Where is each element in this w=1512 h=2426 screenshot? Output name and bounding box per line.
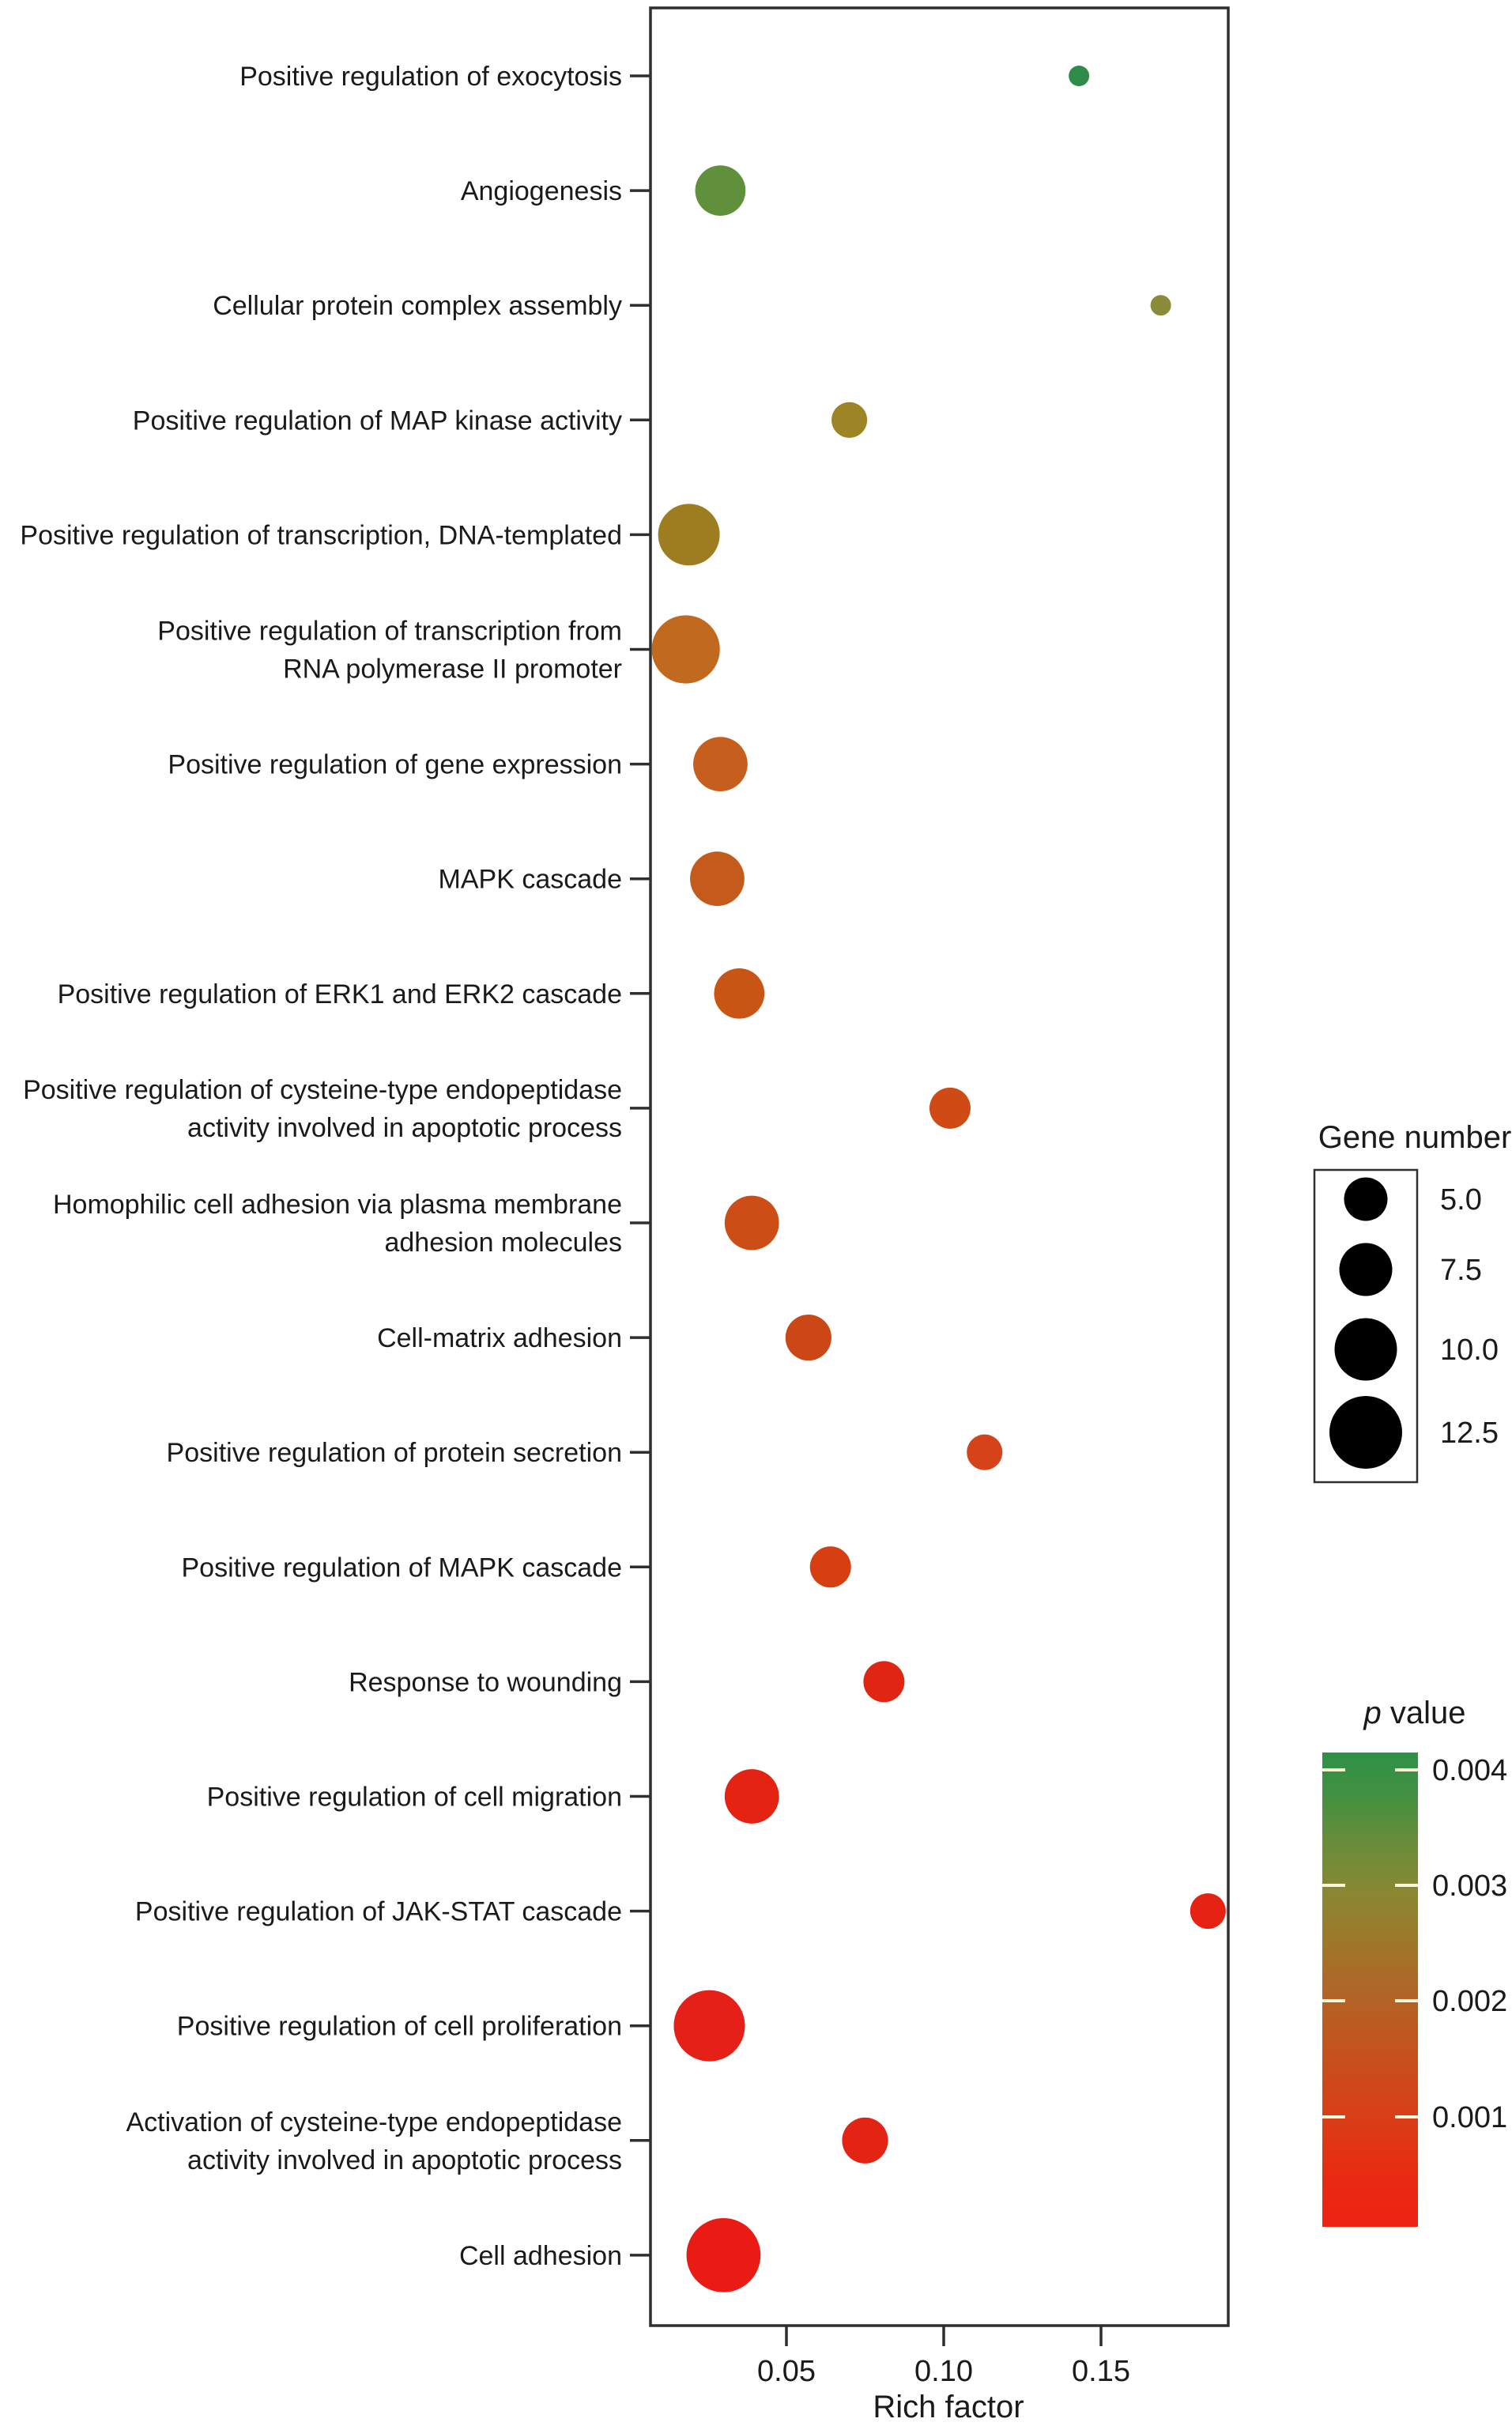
bubble [1190, 1893, 1226, 1929]
bubble [831, 402, 867, 438]
size-legend-dot [1344, 1178, 1388, 1221]
y-category-label: Positive regulation of cell migration [206, 1782, 622, 1813]
bubble [696, 165, 746, 216]
size-legend-title: Gene number [1318, 1120, 1512, 1155]
plot-frame [650, 8, 1228, 2326]
y-category-label: Positive regulation of protein secretion [166, 1438, 622, 1469]
y-category-label: Positive regulation of exocytosis [239, 62, 622, 92]
bubble [786, 1315, 831, 1360]
size-legend-dot [1340, 1243, 1393, 1296]
x-axis-title: Rich factor [873, 2390, 1024, 2424]
bubble [1151, 295, 1171, 315]
y-category-label: Angiogenesis [460, 176, 622, 207]
size-legend-label: 7.5 [1440, 1254, 1482, 1287]
bubble [725, 1196, 779, 1251]
y-category-label: Response to wounding [349, 1667, 622, 1698]
x-tick-label: 0.15 [1072, 2355, 1130, 2388]
y-category-label: Positive regulation of gene expression [168, 749, 622, 780]
x-tick-label: 0.10 [914, 2355, 973, 2388]
bubble [690, 851, 745, 906]
y-category-label: Positive regulation of ERK1 and ERK2 cascade [57, 979, 622, 1009]
size-legend-label: 5.0 [1440, 1183, 1482, 1217]
color-legend-bar [1322, 1753, 1418, 2227]
size-legend-label: 10.0 [1440, 1334, 1499, 1367]
color-legend-label: 0.003 [1432, 1869, 1508, 1903]
y-category-label: Homophilic cell adhesion via plasma membrane adhesion molecules [52, 1190, 622, 1258]
bubble [693, 737, 748, 791]
y-category-label: Cellular protein complex assembly [213, 291, 622, 322]
bubble [687, 2218, 761, 2292]
bubble [967, 1435, 1002, 1470]
y-category-label: Activation of cysteine-type endopeptidase activity involved in apoptotic process [126, 2107, 622, 2175]
size-legend-dot [1329, 1396, 1402, 1469]
bubble [929, 1088, 971, 1129]
bubble [863, 1661, 904, 1702]
size-legend-dot [1335, 1319, 1397, 1381]
color-legend-label: 0.002 [1432, 1985, 1508, 2018]
y-category-label: Positive regulation of JAK-STAT cascade [134, 1896, 622, 1927]
bubble [673, 1990, 745, 2062]
y-category-label: Positive regulation of MAPK cascade [181, 1553, 622, 1583]
y-category-label: MAPK cascade [438, 864, 622, 895]
bubble [658, 504, 720, 565]
y-category-label: Cell-matrix adhesion [377, 1323, 622, 1354]
y-category-label: Positive regulation of transcription from RNA polymerase II promoter [157, 616, 622, 685]
bubble [652, 615, 720, 683]
y-category-label: Positive regulation of cysteine-type endopeptidase activity involved in apoptotic process [23, 1074, 622, 1143]
bubble [810, 1546, 851, 1587]
color-legend-label: 0.001 [1432, 2101, 1508, 2134]
y-category-label: Positive regulation of transcription, DNA-templated [20, 520, 622, 551]
bubble [842, 2118, 888, 2164]
bubble [714, 968, 764, 1019]
bubble [725, 1769, 779, 1824]
y-category-label: Cell adhesion [458, 2240, 622, 2271]
color-legend-title: p value [1363, 1696, 1466, 1730]
x-tick-label: 0.05 [757, 2355, 816, 2388]
size-legend-label: 12.5 [1440, 1417, 1499, 1450]
y-category-label: Positive regulation of cell proliferation [176, 2011, 622, 2042]
color-legend-label: 0.004 [1432, 1754, 1508, 1787]
y-category-label: Positive regulation of MAP kinase activity [132, 406, 622, 436]
bubble [1069, 66, 1089, 86]
